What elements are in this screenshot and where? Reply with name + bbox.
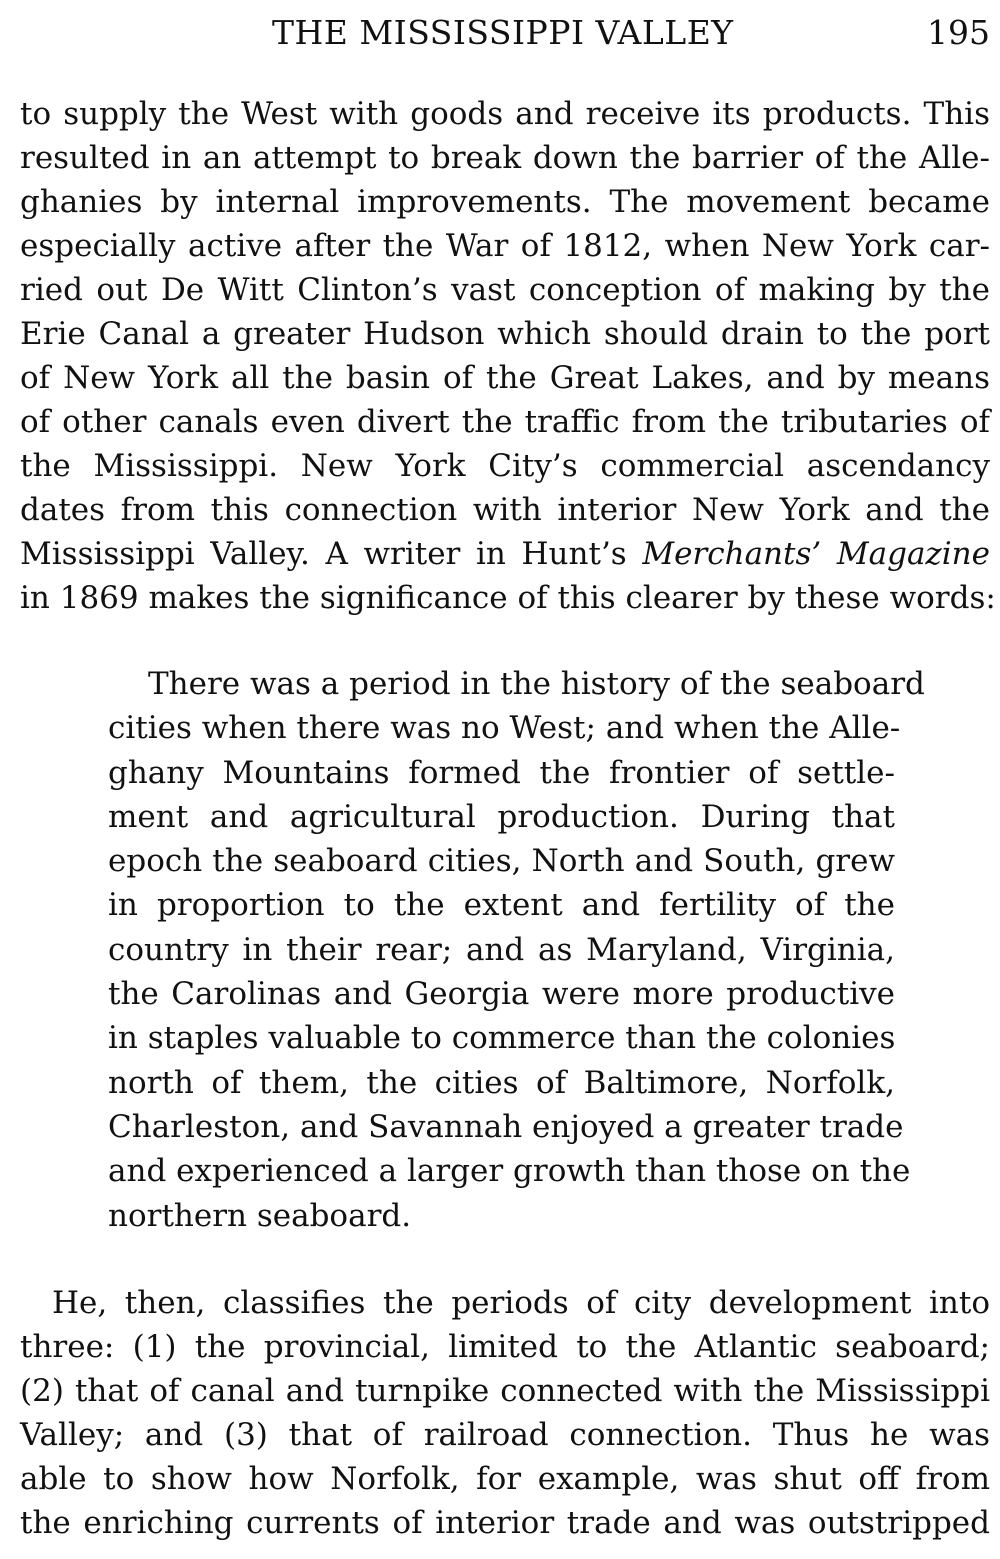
text-line: the Mississippi. New York City’s commercial ascendancy: [20, 448, 990, 484]
quote-line: north of them, the cities of Baltimore, Norfolk,: [108, 1064, 895, 1101]
quote-line: Charleston, and Savannah enjoyed a greater trade: [108, 1108, 904, 1145]
text-line: ried out De Witt Clinton’s vast conception of making by the: [20, 272, 990, 308]
text-line: ghanies by internal improvements. The movement became: [20, 184, 990, 220]
text-line: especially active after the War of 1812, when New York car-: [20, 228, 990, 264]
text-line: [20, 532, 990, 576]
paragraph-1: [20, 92, 996, 620]
quote-line: ment and agricultural production. During that: [108, 798, 895, 835]
text-line: three: (1) the provincial, limited to the Atlantic seaboard;: [20, 1329, 990, 1365]
paragraph-2: [20, 1281, 990, 1545]
page-number: 195: [927, 13, 990, 52]
text-segment: Mississippi Valley. A writer in Hunt’s: [20, 536, 643, 572]
text-line: of New York all the basin of the Great Lakes, and by means: [20, 360, 990, 396]
text-line: resulted in an attempt to break down the barrier of the Alle-: [20, 140, 990, 176]
magazine-title: Merchants’ Magazine: [642, 536, 990, 572]
text-line: dates from this connection with interior New York and the: [20, 492, 990, 528]
quote-line: epoch the seaboard cities, North and South, grew: [108, 843, 895, 880]
text-line: of other canals even divert the traffic from the tributaries of: [20, 404, 990, 440]
quote-line: and experienced a larger growth than those on the: [108, 1153, 911, 1190]
quote-line: There was a period in the history of the seaboard: [148, 666, 925, 702]
quote-line: in staples valuable to commerce than the colonies: [108, 1020, 896, 1057]
text-line: to supply the West with goods and receive its products. This: [20, 96, 990, 132]
text-line: the enriching currents of interior trade and was outstripped: [20, 1505, 990, 1541]
text-line: He, then, classifies the periods of city development into: [52, 1285, 990, 1321]
quote-line: northern seaboard.: [108, 1197, 412, 1234]
quote-line: in proportion to the extent and fertility of the: [108, 887, 895, 924]
running-head: [20, 8, 990, 58]
text-line: in 1869 makes the significance of this clearer by these words:: [20, 580, 996, 616]
quote-line: cities when there was no West; and when the Alle-: [108, 710, 901, 747]
text-line: able to show how Norfolk, for example, was shut off from: [20, 1461, 990, 1497]
text-line: (2) that of canal and turnpike connected with the Mississippi: [20, 1373, 990, 1409]
quote-line: ghany Mountains formed the frontier of settle-: [108, 754, 895, 791]
running-title: THE MISSISSIPPI VALLEY: [272, 13, 734, 52]
text-line: Erie Canal a greater Hudson which should drain to the port: [20, 316, 990, 352]
block-quotation: [108, 662, 925, 1238]
text-line: Valley; and (3) that of railroad connection. Thus he was: [20, 1417, 990, 1453]
quote-line: country in their rear; and as Maryland, Virginia,: [108, 931, 895, 968]
quote-line: the Carolinas and Georgia were more productive: [108, 976, 895, 1013]
